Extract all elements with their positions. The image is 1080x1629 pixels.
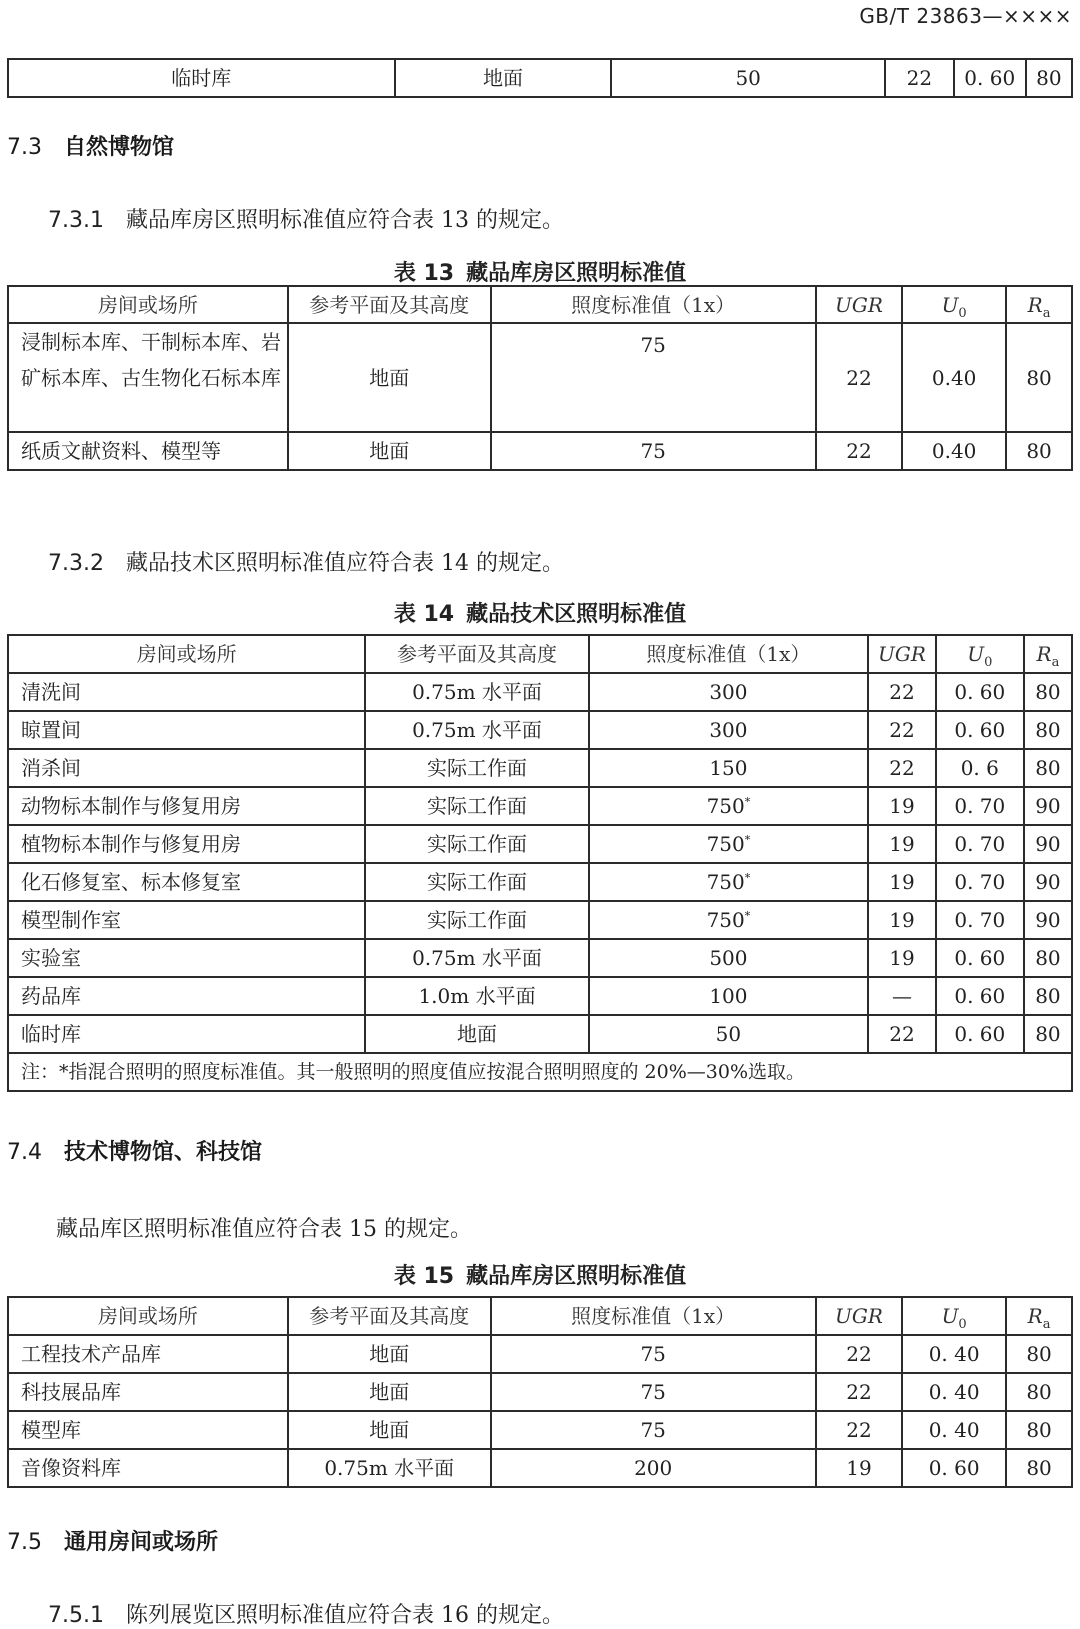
- cell-lux: 75: [491, 1411, 816, 1449]
- cell-ra: 80: [1024, 977, 1072, 1015]
- cell-ugr: 22: [868, 673, 936, 711]
- section-7-3-heading: [7, 130, 174, 161]
- header-ugr: UGR: [868, 635, 936, 673]
- cell-room: 动物标本制作与修复用房: [8, 787, 365, 825]
- cell-lux: 50: [611, 59, 884, 97]
- cell-ra: 80: [1024, 939, 1072, 977]
- cell-room: 消杀间: [8, 749, 365, 787]
- cell-plane: 实际工作面: [365, 901, 588, 939]
- table-row: [8, 59, 1072, 97]
- paragraph-7-5-1: [48, 1598, 564, 1629]
- table-header-row: [8, 635, 1072, 673]
- cell-u0: 0. 70: [936, 863, 1024, 901]
- cell-u0: 0. 60: [954, 59, 1026, 97]
- cell-lux: 750*: [589, 825, 869, 863]
- cell-plane: 地面: [365, 1015, 588, 1053]
- cell-lux: 150: [589, 749, 869, 787]
- header-plane: 参考平面及其高度: [365, 635, 588, 673]
- cell-plane: 0.75m 水平面: [365, 939, 588, 977]
- header-u0: $U_0$: [902, 1297, 1006, 1335]
- cell-ra: 80: [1026, 59, 1072, 97]
- cell-u0: 0. 70: [936, 825, 1024, 863]
- cell-ugr: 22: [816, 1335, 902, 1373]
- cell-ugr: 22: [816, 432, 902, 470]
- cell-room: 临时库: [8, 1015, 365, 1053]
- cell-ugr: 22: [868, 749, 936, 787]
- table-row: [8, 323, 1072, 432]
- cell-lux: 75: [491, 1373, 816, 1411]
- cell-room: 模型库: [8, 1411, 288, 1449]
- cell-plane: 地面: [395, 59, 612, 97]
- table-14-caption: [0, 597, 1080, 628]
- header-lux: 照度标准值（1x）: [491, 286, 816, 323]
- cell-ra: 90: [1024, 787, 1072, 825]
- cell-ra: 80: [1024, 673, 1072, 711]
- clause-text: 藏品库区照明标准值应符合表 15 的规定。: [56, 1217, 472, 1242]
- cell-plane: 实际工作面: [365, 825, 588, 863]
- table-row: [8, 1373, 1072, 1411]
- header-ugr: UGR: [816, 1297, 902, 1335]
- table-row: [8, 901, 1072, 939]
- cell-room: 实验室: [8, 939, 365, 977]
- caption-title: 藏品库房区照明标准值: [466, 261, 687, 286]
- cell-lux: 100: [589, 977, 869, 1015]
- table-13: [7, 285, 1073, 471]
- header-lux: 照度标准值（1x）: [589, 635, 869, 673]
- cell-plane: 地面: [288, 323, 491, 432]
- header-u0: $U_0$: [902, 286, 1006, 323]
- table-row: [8, 673, 1072, 711]
- cell-room: 植物标本制作与修复用房: [8, 825, 365, 863]
- cell-ugr: 22: [885, 59, 954, 97]
- cell-plane: 1.0m 水平面: [365, 977, 588, 1015]
- cell-lux: 300: [589, 673, 869, 711]
- header-u0: $U_0$: [936, 635, 1024, 673]
- cell-plane: 0.75m 水平面: [365, 711, 588, 749]
- cell-room: 模型制作室: [8, 901, 365, 939]
- cell-u0: 0. 60: [902, 1449, 1006, 1487]
- cell-ra: 80: [1006, 1411, 1072, 1449]
- cell-u0: 0.40: [902, 323, 1006, 432]
- caption-number: 表 13: [393, 261, 455, 286]
- caption-number: 表 15: [393, 1264, 455, 1289]
- table-14: [7, 634, 1073, 1092]
- caption-title: 藏品库房区照明标准值: [466, 1264, 687, 1289]
- header-ra: $R_a$: [1006, 1297, 1072, 1335]
- header-lux: 照度标准值（1x）: [491, 1297, 816, 1335]
- cell-plane: 地面: [288, 1411, 491, 1449]
- cell-ugr: 19: [816, 1449, 902, 1487]
- clause-text: 陈列展览区照明标准值应符合表 16 的规定。: [125, 1603, 564, 1628]
- table-15: [7, 1296, 1073, 1488]
- clause-number: 7.3.2: [48, 551, 104, 576]
- cell-room: 晾置间: [8, 711, 365, 749]
- table-row: [8, 1335, 1072, 1373]
- cell-ra: 90: [1024, 901, 1072, 939]
- cell-ra: 80: [1024, 749, 1072, 787]
- table-note: 注：*指混合照明的照度标准值。其一般照明的照度值应按混合照明照度的 20%—30%选取。: [8, 1053, 1072, 1091]
- cell-room: 工程技术产品库: [8, 1335, 288, 1373]
- cell-plane: 地面: [288, 432, 491, 470]
- table-row: [8, 1015, 1072, 1053]
- section-number: 7.3: [7, 135, 42, 160]
- table-row: [8, 939, 1072, 977]
- cell-lux: 75: [491, 323, 816, 432]
- header-ra: $R_a$: [1006, 286, 1072, 323]
- cell-ugr: —: [868, 977, 936, 1015]
- table-row: [8, 825, 1072, 863]
- paragraph-7-4: [56, 1212, 472, 1243]
- cell-plane: 地面: [288, 1335, 491, 1373]
- cell-lux: 750*: [589, 901, 869, 939]
- cell-u0: 0. 60: [936, 1015, 1024, 1053]
- cell-u0: 0.40: [902, 432, 1006, 470]
- cell-plane: 实际工作面: [365, 863, 588, 901]
- cell-u0: 0. 60: [936, 977, 1024, 1015]
- cell-u0: 0. 60: [936, 939, 1024, 977]
- cell-ra: 80: [1006, 1373, 1072, 1411]
- cell-room: 科技展品库: [8, 1373, 288, 1411]
- section-title: 通用房间或场所: [64, 1530, 219, 1555]
- cell-ra: 90: [1024, 863, 1072, 901]
- header-plane: 参考平面及其高度: [288, 286, 491, 323]
- paragraph-7-3-2: [48, 546, 564, 577]
- cell-ugr: 19: [868, 787, 936, 825]
- cell-room: 浸制标本库、干制标本库、岩矿标本库、古生物化石标本库: [8, 323, 288, 432]
- section-title: 技术博物馆、科技馆: [64, 1140, 263, 1165]
- cell-ugr: 19: [868, 825, 936, 863]
- cell-lux: 75: [491, 1335, 816, 1373]
- cell-ugr: 22: [868, 711, 936, 749]
- cell-ra: 80: [1024, 1015, 1072, 1053]
- cell-room: 清洗间: [8, 673, 365, 711]
- cell-lux: 50: [589, 1015, 869, 1053]
- header-ra: $R_a$: [1024, 635, 1072, 673]
- header-room: 房间或场所: [8, 1297, 288, 1335]
- cell-ugr: 22: [816, 1411, 902, 1449]
- paragraph-7-3-1: [48, 203, 564, 234]
- table-header-row: [8, 286, 1072, 323]
- section-number: 7.5: [7, 1530, 42, 1555]
- caption-number: 表 14: [393, 602, 455, 627]
- cell-ra: 80: [1006, 1449, 1072, 1487]
- clause-text: 藏品技术区照明标准值应符合表 14 的规定。: [125, 551, 564, 576]
- cell-plane: 0.75m 水平面: [288, 1449, 491, 1487]
- cell-ugr: 22: [816, 323, 902, 432]
- section-number: 7.4: [7, 1140, 42, 1165]
- standard-code: GB/T 23863—××××: [859, 4, 1072, 28]
- cell-room: 临时库: [8, 59, 395, 97]
- cell-lux: 500: [589, 939, 869, 977]
- cell-u0: 0. 6: [936, 749, 1024, 787]
- cell-u0: 0. 70: [936, 787, 1024, 825]
- header-room: 房间或场所: [8, 635, 365, 673]
- cell-room: 音像资料库: [8, 1449, 288, 1487]
- cell-room: 药品库: [8, 977, 365, 1015]
- clause-text: 藏品库房区照明标准值应符合表 13 的规定。: [125, 208, 564, 233]
- cell-u0: 0. 70: [936, 901, 1024, 939]
- cell-plane: 实际工作面: [365, 749, 588, 787]
- cell-ra: 80: [1006, 1335, 1072, 1373]
- cell-plane: 地面: [288, 1373, 491, 1411]
- cell-plane: 实际工作面: [365, 787, 588, 825]
- cell-u0: 0. 40: [902, 1373, 1006, 1411]
- cell-lux: 75: [491, 432, 816, 470]
- cell-lux: 300: [589, 711, 869, 749]
- cell-u0: 0. 60: [936, 711, 1024, 749]
- cell-ugr: 19: [868, 863, 936, 901]
- table-row: [8, 711, 1072, 749]
- cell-u0: 0. 40: [902, 1335, 1006, 1373]
- header-room: 房间或场所: [8, 286, 288, 323]
- header-ugr: UGR: [816, 286, 902, 323]
- table-row: [8, 1449, 1072, 1487]
- clause-number: 7.5.1: [48, 1603, 104, 1628]
- section-7-4-heading: [7, 1135, 262, 1166]
- table-header-row: [8, 1297, 1072, 1335]
- header-plane: 参考平面及其高度: [288, 1297, 491, 1335]
- cell-ra: 80: [1006, 432, 1072, 470]
- clause-number: 7.3.1: [48, 208, 104, 233]
- continued-table-row: [7, 58, 1073, 98]
- cell-ra: 80: [1024, 711, 1072, 749]
- cell-ra: 80: [1006, 323, 1072, 432]
- table-15-caption: [0, 1259, 1080, 1290]
- cell-ra: 90: [1024, 825, 1072, 863]
- table-row: [8, 432, 1072, 470]
- cell-lux: 200: [491, 1449, 816, 1487]
- cell-room: 纸质文献资料、模型等: [8, 432, 288, 470]
- cell-ugr: 22: [816, 1373, 902, 1411]
- cell-lux: 750*: [589, 787, 869, 825]
- table-row: [8, 787, 1072, 825]
- table-row: [8, 977, 1072, 1015]
- table-note-row: [8, 1053, 1072, 1091]
- cell-plane: 0.75m 水平面: [365, 673, 588, 711]
- section-title: 自然博物馆: [64, 135, 175, 160]
- section-7-5-heading: [7, 1525, 218, 1556]
- caption-title: 藏品技术区照明标准值: [466, 602, 687, 627]
- table-row: [8, 749, 1072, 787]
- table-13-caption: [0, 256, 1080, 287]
- cell-ugr: 19: [868, 901, 936, 939]
- cell-lux: 750*: [589, 863, 869, 901]
- cell-u0: 0. 60: [936, 673, 1024, 711]
- cell-ugr: 19: [868, 939, 936, 977]
- table-row: [8, 1411, 1072, 1449]
- cell-ugr: 22: [868, 1015, 936, 1053]
- table-row: [8, 863, 1072, 901]
- cell-room: 化石修复室、标本修复室: [8, 863, 365, 901]
- cell-u0: 0. 40: [902, 1411, 1006, 1449]
